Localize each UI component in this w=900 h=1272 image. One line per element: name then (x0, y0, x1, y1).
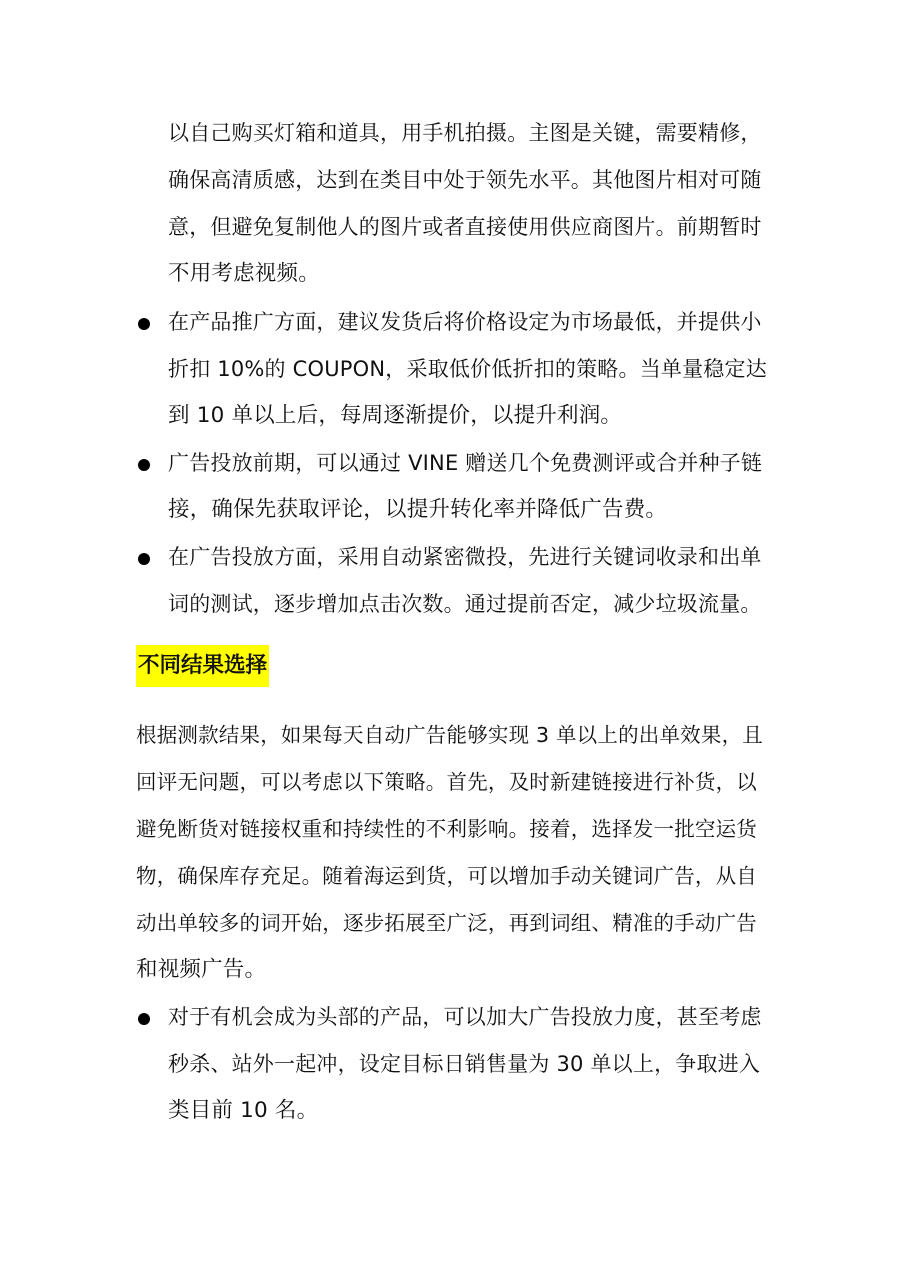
bullet-line: 秒杀、站外一起冲，设定目标日销售量为 30 单以上，争取进入 (168, 1052, 761, 1076)
paragraph-line: 回评无问题，可以考虑以下策略。首先，及时新建链接进行补货，以 (136, 770, 757, 794)
intro-line: 不用考虑视频。 (168, 261, 320, 286)
intro-line: 以自己购买灯箱和道具，用手机拍摄。主图是关键，需要精修， (168, 121, 762, 145)
bullet-line: 到 10 单以上后，每周逐渐提价，以提升利润。 (168, 403, 623, 428)
bullet-dot (138, 553, 150, 565)
bullet-line: 在广告投放方面，采用自动紧密微投，先进行关键词收录和出单 (168, 545, 762, 569)
bullet-line: 对于有机会成为头部的产品，可以加大广告投放力度，甚至考虑 (168, 1005, 762, 1029)
paragraph-line: 动出单较多的词开始，逐步拓展至广泛，再到词组、精准的手动广告 (136, 911, 757, 935)
bullet-dot (138, 1013, 150, 1025)
paragraph-line: 根据测款结果，如果每天自动广告能够实现 3 单以上的出单效果，且 (136, 723, 763, 747)
paragraph-line: 避免断货对链接权重和持续性的不利影响。接着，选择发一批空运货 (136, 817, 757, 841)
paragraph-line: 和视频广告。 (136, 957, 267, 982)
intro-line: 确保高清质感，达到在类目中处于领先水平。其他图片相对可随 (168, 168, 762, 192)
bullet-line: 类目前 10 名。 (168, 1098, 319, 1123)
bullet-dot (138, 459, 150, 471)
section-heading: 不同结果选择 (136, 645, 269, 687)
bullet-dot (138, 318, 150, 330)
bullet-line: 折扣 10%的 COUPON，采取低价低折扣的策略。当单量稳定达 (168, 357, 767, 381)
bullet-line: 在产品推广方面，建议发货后将价格设定为市场最低，并提供小 (168, 310, 762, 334)
paragraph-line: 物，确保库存充足。随着海运到货，可以增加手动关键词广告，从自 (136, 864, 757, 888)
bullet-line: 接，确保先获取评论，以提升转化率并降低广告费。 (168, 497, 668, 522)
intro-line: 意，但避免复制他人的图片或者直接使用供应商图片。前期暂时 (168, 215, 762, 239)
bullet-line: 词的测试，逐步增加点击次数。通过提前否定，减少垃圾流量。 (168, 592, 762, 616)
bullet-line: 广告投放前期，可以通过 VINE 赠送几个免费测评或合并种子链 (168, 451, 763, 475)
